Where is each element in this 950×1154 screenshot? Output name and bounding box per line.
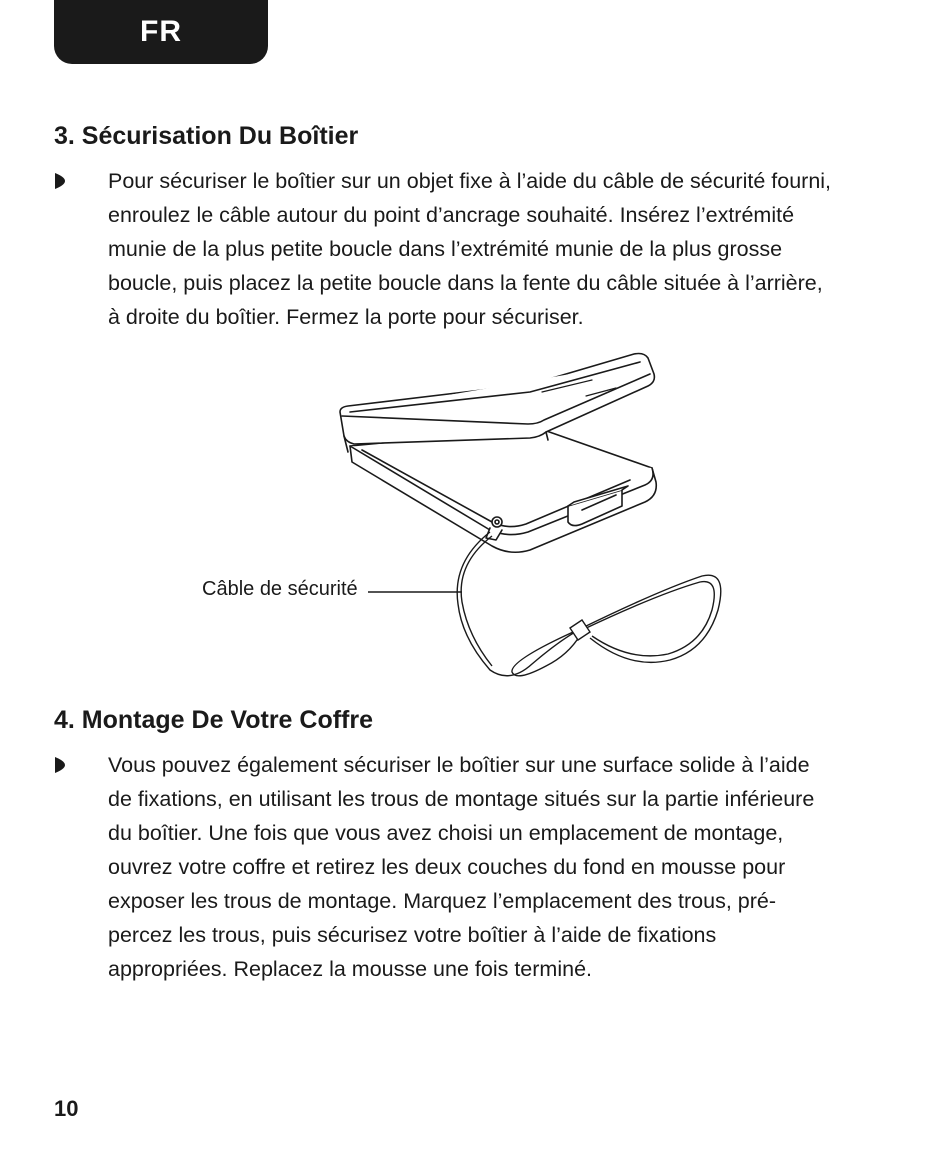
section-3-bullet-item — [54, 164, 834, 334]
page-number: 10 — [54, 1096, 79, 1121]
right-triangle-bullet-icon — [54, 164, 108, 334]
safety-cable-callout: Câble de sécurité — [202, 578, 358, 600]
lock-box-illustration — [190, 340, 750, 690]
right-triangle-bullet-icon — [54, 748, 108, 986]
section-4-paragraph: Vous pouvez également sécuriser le boîtier sur une surface solide à l’aide de fixations, en utilisant les trous de montage situés sur la partie inférieure du boîtier. Une fois que vous avez choisi un emplacement de montage, ouvrez votre coffre et retirez les deux couches du fond en mousse pour exposer les trous de montage. Marquez l’emplacement des trous, pré-percez les trous, puis sécurisez votre boîtier à l’aide de fixations appropriées. Replacez la mousse une fois terminé. — [108, 753, 815, 981]
section-4-title: 4. Montage De Votre Coffre — [54, 706, 374, 734]
language-tab — [54, 0, 268, 64]
section-3-title: 3. Sécurisation Du Boîtier — [54, 122, 359, 150]
language-tab-label: FR — [140, 15, 182, 48]
section-4-bullet-item — [54, 748, 834, 986]
section-3-paragraph: Pour sécuriser le boîtier sur un objet fixe à l’aide du câble de sécurité fourni, enroulez le câble autour du point d’ancrage souhaité. Insérez l’extrémité munie de la plus petite boucle dans l’extrémité munie de la plus grosse boucle, puis placez la petite boucle dans la fente du câble située à l’arrière, à droite du boîtier. Fermez la porte pour sécuriser. — [108, 169, 832, 329]
lock-box-drawing — [190, 340, 750, 690]
